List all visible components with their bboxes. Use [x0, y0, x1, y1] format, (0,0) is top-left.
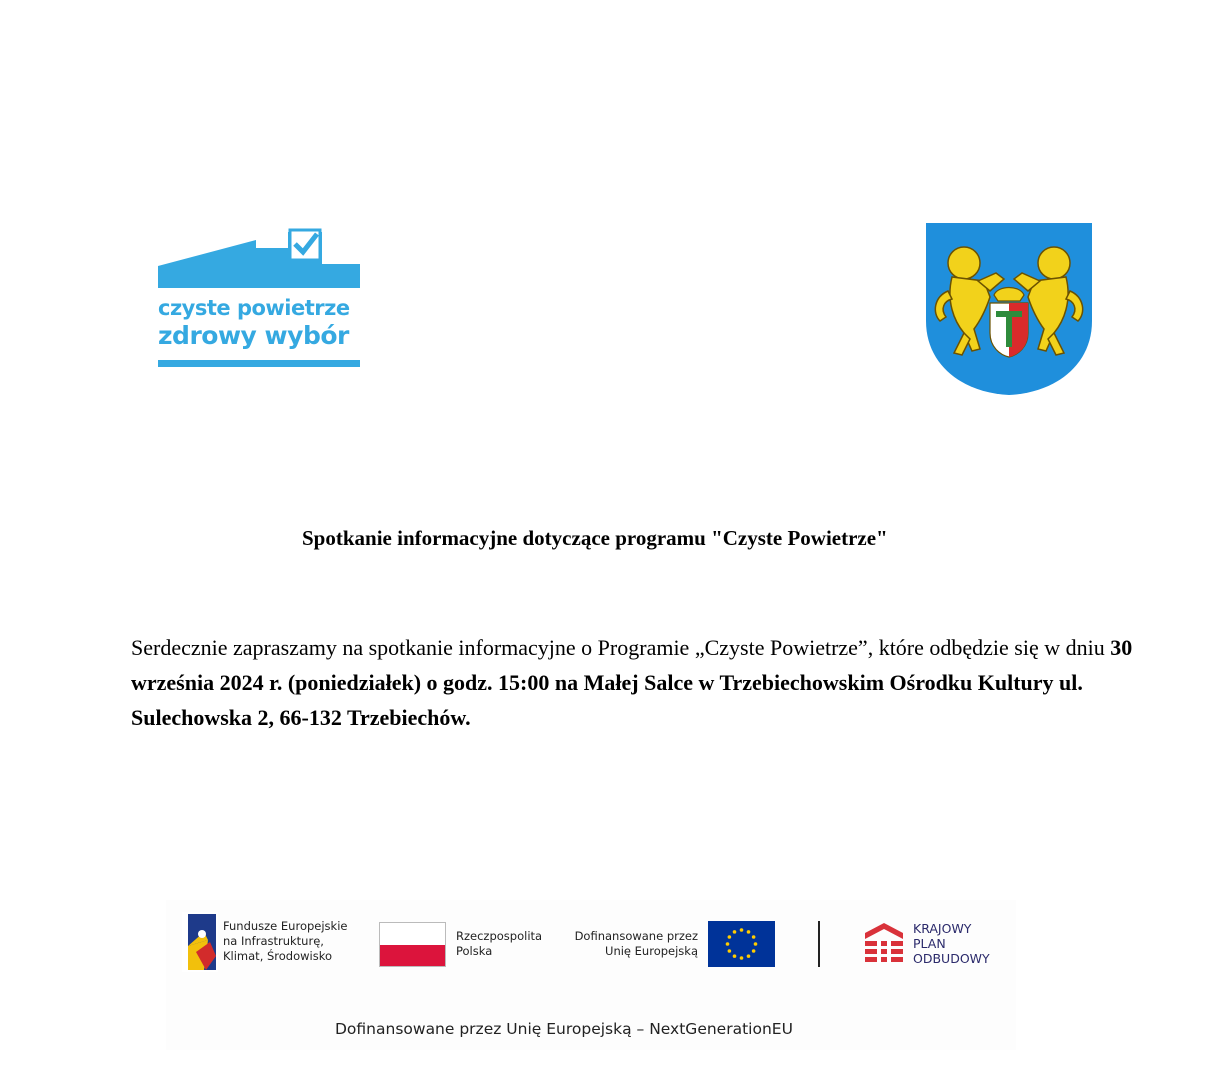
eu-funds-label: [223, 919, 347, 964]
eu-cofinanced-label: [571, 929, 698, 959]
eu-funds-flag-icon: [182, 912, 218, 972]
eu-funds-line-1: Fundusze Europejskie: [223, 919, 348, 933]
polish-flag-icon: [379, 922, 446, 967]
funding-logos-strip: [166, 900, 1016, 1050]
eu-flag-icon: [708, 921, 775, 967]
next-generation-eu-label: Dofinansowane przez Unię Europejską – NextGenerationEU: [335, 1020, 793, 1038]
kpo-line-2: PLAN: [913, 936, 946, 951]
kpo-line-1: KRAJOWY: [913, 921, 972, 936]
divider: [818, 921, 820, 967]
page-title: Spotkanie informacyjne dotyczące programu "Czyste Powietrze": [302, 526, 888, 550]
invitation-details: 30 września 2024 r. (poniedziałek) o godz. 15:00 na Małej Salce w Trzebiechowskim Ośrodku Kultury ul. Sulechowska 2, 66-132 Trzebiechów.: [131, 635, 1133, 730]
eu-line-1: Dofinansowane przez: [574, 929, 698, 943]
invitation-paragraph: [131, 630, 1171, 735]
kpo-label: [913, 921, 990, 966]
house-roof-icon: [156, 228, 362, 298]
poland-label: [456, 929, 542, 959]
coat-of-arms-icon: [924, 221, 1094, 397]
poland-line-1: Rzeczpospolita: [456, 929, 543, 943]
kpo-logo-icon: [863, 921, 905, 967]
eu-funds-line-3: Klimat, Środowisko: [223, 949, 333, 963]
logo-line-1: czyste powietrze: [158, 296, 350, 320]
kpo-line-3: ODBUDOWY: [913, 951, 990, 966]
poland-line-2: Polska: [456, 944, 493, 958]
logo-line-2: zdrowy wybór: [158, 321, 349, 350]
eu-line-2: Unię Europejską: [605, 944, 698, 958]
eu-funds-line-2: na Infrastrukturę,: [223, 934, 324, 948]
invitation-intro: Serdecznie zapraszamy na spotkanie informacyjne o Programie „Czyste Powietrze”, które odbędzie się w dniu: [131, 635, 1111, 660]
coat-of-arms: [924, 221, 1094, 397]
logo-underline: [158, 360, 360, 367]
czyste-powietrze-logo: [156, 228, 362, 370]
